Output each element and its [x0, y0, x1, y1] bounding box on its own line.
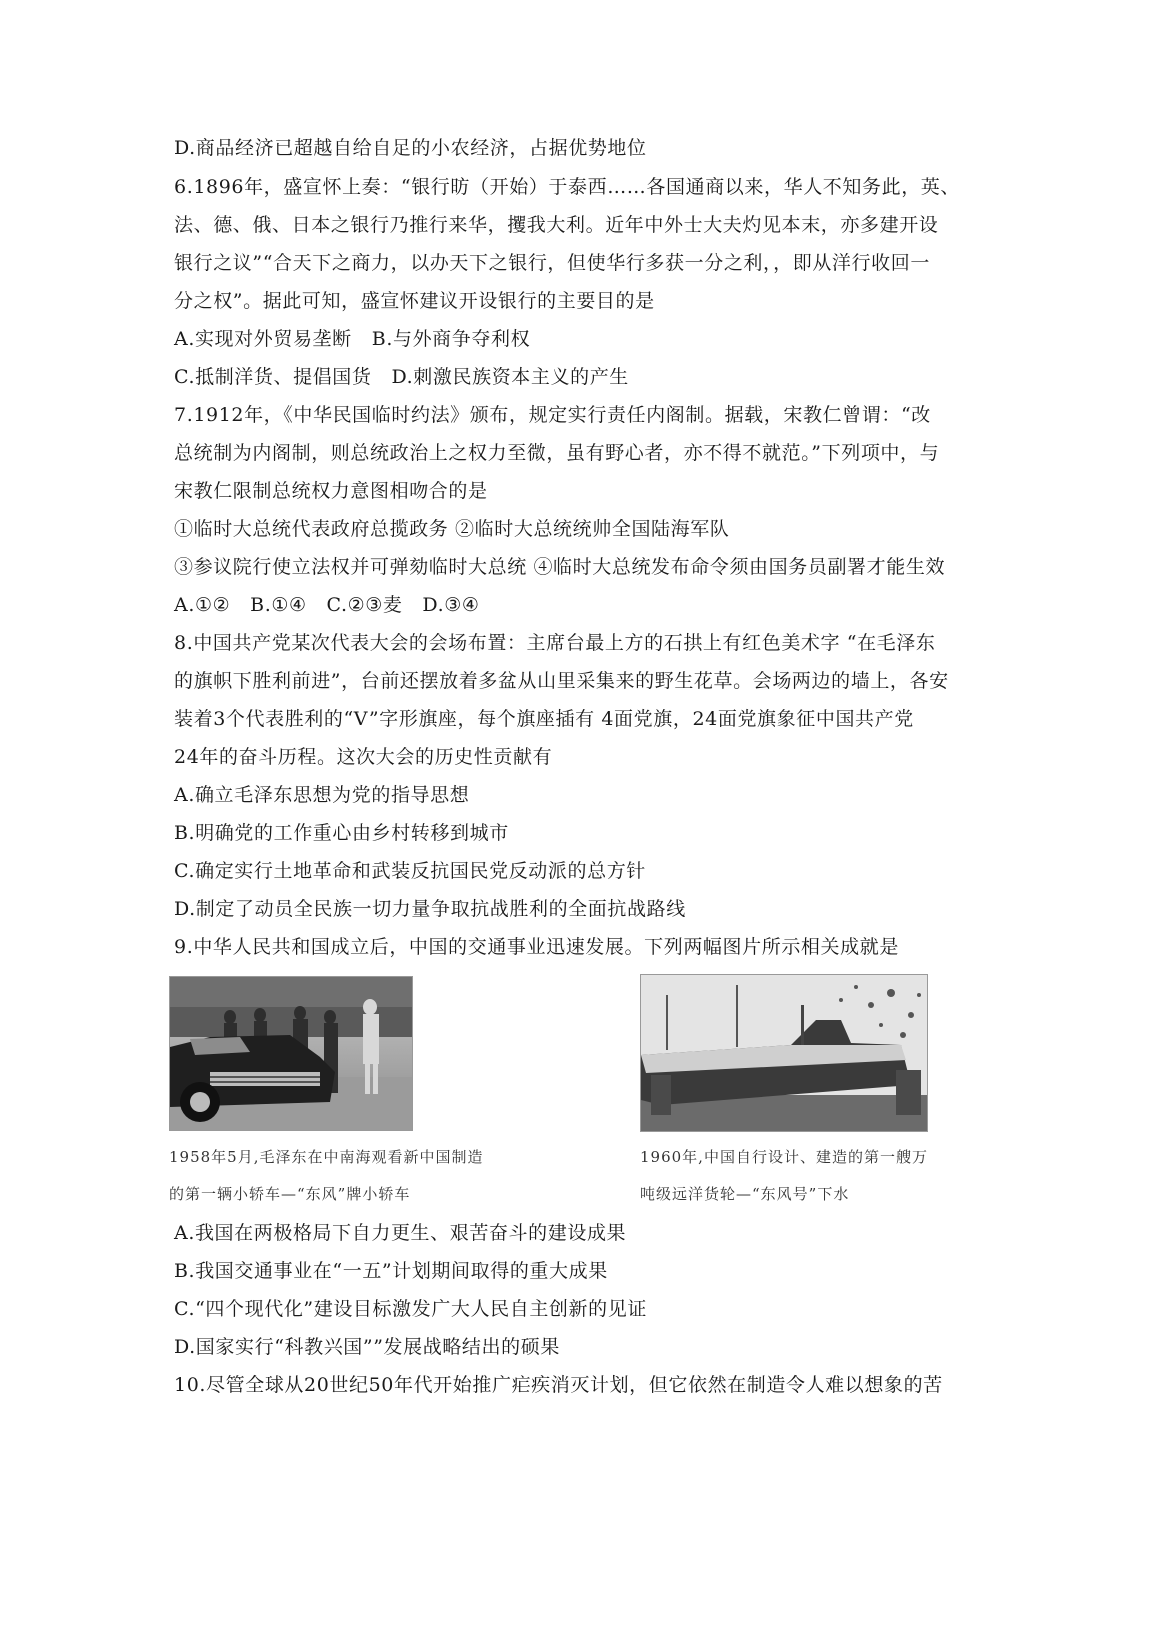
q8-option-a: A.确立毛泽东思想为党的指导思想 — [174, 784, 470, 806]
q8-stem-line-3: 装着3个代表胜利的“V”字形旗座，每个旗座插有 4面党旗，24面党旗象征中国共产党 — [174, 708, 914, 730]
q9-option-d: D.国家实行“科教兴国””发展战略结出的硕果 — [174, 1336, 560, 1358]
q7-items-1-2: ①临时大总统代表政府总揽政务 ②临时大总统统帅全国陆海军队 — [174, 518, 730, 540]
q6-options-cd — [174, 365, 629, 389]
caption-left-line-1: 1958年5月,毛泽东在中南海观看新中国制造 — [169, 1148, 484, 1166]
q8-stem-line-4: 24年的奋斗历程。这次大会的历史性贡献有 — [174, 746, 553, 768]
ship-photo — [640, 974, 928, 1132]
caption-right-line-1: 1960年,中国自行设计、建造的第一艘万 — [640, 1148, 928, 1166]
q9-option-c: C.“四个现代化”建设目标激发广大人民自主创新的见证 — [174, 1298, 647, 1320]
car-photo-image — [170, 977, 412, 1130]
q6-option-b: B.与外商争夺利权 — [371, 328, 531, 350]
q10-stem: 10.尽管全球从20世纪50年代开始推广疟疾消灭计划，但它依然在制造令人难以想象的苦 — [174, 1374, 943, 1396]
q6-option-c: C.抵制洋货、提倡国货 — [174, 366, 372, 388]
q7-items-3-4: ③参议院行使立法权并可弹劾临时大总统 ④临时大总统发布命令须由国务员副署才能生效 — [174, 556, 946, 578]
q6-option-d: D.刺激民族资本主义的产生 — [391, 366, 629, 388]
q6-stem-line-2: 法、德、俄、日本之银行乃推行来华，攫我大利。近年中外士大夫灼见本末，亦多建开设 — [174, 214, 939, 236]
q9-stem: 9.中华人民共和国成立后，中国的交通事业迅速发展。下列两幅图片所示相关成就是 — [174, 936, 899, 958]
car-photo — [169, 976, 413, 1131]
q8-stem-line-2: 的旗帜下胜利前进”，台前还摆放着多盆从山里采集来的野生花草。会场两边的墙上，各安 — [174, 670, 949, 692]
q9-option-b: B.我国交通事业在“一五”计划期间取得的重大成果 — [174, 1260, 608, 1282]
q9-option-a: A.我国在两极格局下自力更生、艰苦奋斗的建设成果 — [174, 1222, 627, 1244]
q7-stem-line-3: 宋教仁限制总统权力意图相吻合的是 — [174, 480, 488, 502]
q5-option-d: D.商品经济已超越自给自足的小农经济，占据优势地位 — [174, 137, 647, 159]
q7-stem-line-1: 7.1912年，《中华民国临时约法》颁布，规定实行责任内阁制。据载，宋教仁曾谓：“改 — [174, 404, 931, 426]
ship-photo-image — [641, 975, 927, 1131]
q8-option-c: C.确定实行土地革命和武装反抗国民党反动派的总方针 — [174, 860, 646, 882]
q7-stem-line-2: 总统制为内阁制，则总统政治上之权力至微，虽有野心者，亦不得不就范。”下列项中，与 — [174, 442, 940, 464]
caption-right-line-2: 吨级远洋货轮—“东风号”下水 — [640, 1185, 850, 1203]
q8-option-d: D.制定了动员全民族一切力量争取抗战胜利的全面抗战路线 — [174, 898, 686, 920]
q6-options-ab — [174, 327, 530, 351]
q6-stem-line-4: 分之权”。据此可知，盛宣怀建议开设银行的主要目的是 — [174, 290, 655, 312]
q7-options: A.①② B.①④ C.②③麦 D.③④ — [174, 594, 480, 616]
q8-stem-line-1: 8.中国共产党某次代表大会的会场布置：主席台最上方的石拱上有红色美术字 “在毛泽东 — [174, 632, 936, 654]
q6-stem-line-3: 银行之议”“合天下之商力，以办天下之银行，但使华行多获一分之利，，即从洋行收回一 — [174, 252, 930, 274]
q6-option-a: A.实现对外贸易垄断 — [174, 328, 352, 350]
q6-stem-line-1: 6.1896年，盛宣怀上奏：“银行昉（开始）于泰西……各国通商以来，华人不知务此，英、 — [174, 176, 960, 198]
q8-option-b: B.明确党的工作重心由乡村转移到城市 — [174, 822, 509, 844]
caption-left-line-2: 的第一辆小轿车—“东风”牌小轿车 — [169, 1185, 411, 1203]
